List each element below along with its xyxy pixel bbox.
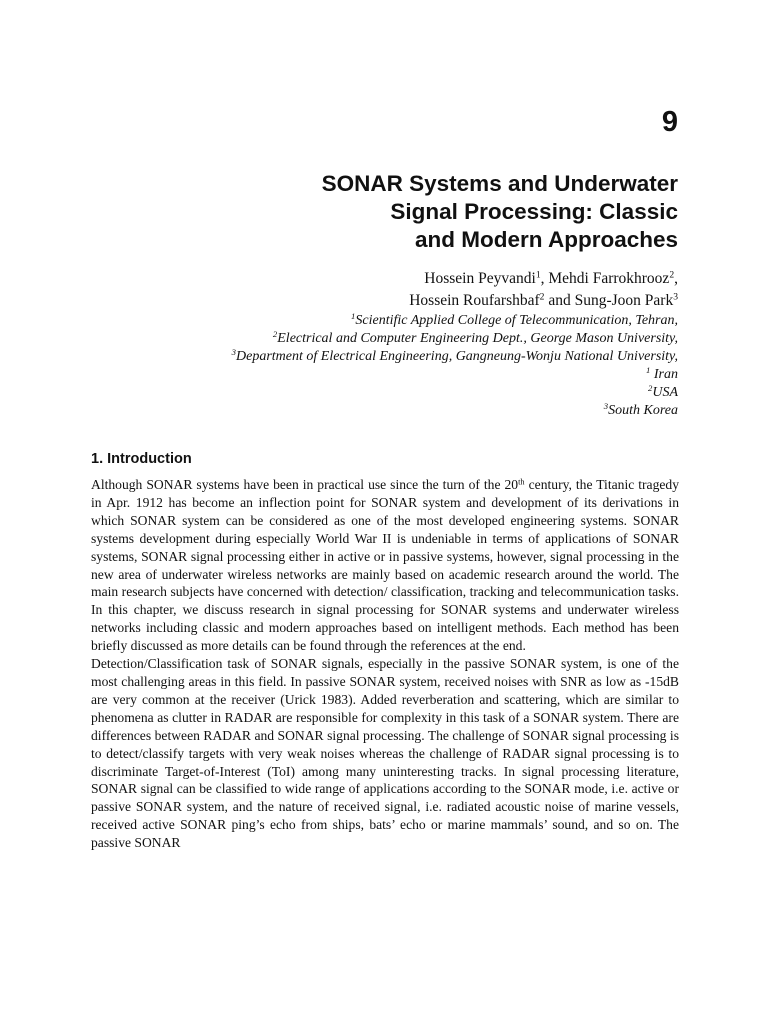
paragraph: Although SONAR systems have been in practical use since the turn of the 20th century, the Titanic tragedy in Apr. 1912 has become an inflection point for SONAR system and development of its derivations in which SONAR system can be considered as one of the most developed engineering systems. SONAR systems development during especially World War II is undeniable in terms of applications of SONAR systems, SONAR signal processing either in active or in passive systems, however, signal processing in the new area of underwater wireless networks are mainly based on academic research around the world. The main research subjects have concerned with detection/ classification, tracking and telecommunication tasks. In this chapter, we discuss research in signal processing for SONAR systems and underwater wireless networks including classic and modern approaches based on intelligent methods. Each method has been briefly discussed as more details can be found through the references at the end. — [91, 476, 680, 654]
superscript: 2 — [669, 269, 675, 281]
superscript: 2 — [647, 383, 653, 394]
superscript: 3 — [231, 347, 237, 358]
superscript: 1 — [351, 311, 356, 322]
superscript: th — [518, 476, 525, 487]
chapter-title-line: SONAR Systems and Underwater — [321, 171, 678, 196]
superscript: 2 — [272, 329, 278, 340]
author-line: Hossein Peyvandi$^1$, Mehdi Farrokhrooz$^2$, — [424, 269, 678, 287]
chapter-title-line: and Modern Approaches — [415, 227, 678, 252]
body-text — [91, 476, 679, 852]
section-heading: 1. Introduction — [91, 451, 192, 467]
affiliation-line: $^3$Department of Electrical Engineering, Gangneung-Wonju National University, — [231, 347, 678, 364]
author-list — [58, 268, 678, 312]
author-line: Hossein Roufarshbaf$^2$ and Sung-Joon Park$^3$ — [409, 291, 678, 309]
superscript: 3 — [673, 291, 678, 303]
superscript: 1 — [535, 269, 541, 281]
affiliation-line: $^1$Scientific Applied College of Telecommunication, Tehran, — [351, 311, 678, 328]
chapter-title — [118, 170, 678, 254]
superscript: 1 — [646, 365, 651, 376]
superscript: 2 — [539, 291, 545, 303]
affiliation-list — [18, 312, 678, 420]
superscript: 3 — [603, 401, 609, 412]
country-line: $^2$USA — [647, 383, 678, 400]
chapter-title-line: Signal Processing: Classic — [390, 199, 678, 224]
paragraph: Detection/Classification task of SONAR signals, especially in the passive SONAR system, is one of the most challenging areas in this field. In passive SONAR system, received noises with SNR as low as -15dB are very common at the receiver (Urick 1983). Added reverberation and scattering, which are similar to phenomena as clutter in RADAR are responsible for complexity in this task of a SONAR system. There are differences between RADAR and SONAR signal processing. The challenge of SONAR signal processing is to detect/classify targets with very weak noises whereas the challenge of RADAR signal processing is to discriminate Target-of-Interest (ToI) among many uninteresting tracks. In signal processing literature, SONAR signal can be classified to wide range of applications according to the SONAR mode, i.e. active or passive SONAR system, and the nature of received signal, i.e. radiated acoustic noise of marine vessels, received active SONAR ping’s echo from ships, bats’ echo or marine mammals’ sound, and so on. The passive SONAR — [91, 656, 679, 851]
affiliation-line: $^2$Electrical and Computer Engineering Dept., George Mason University, — [272, 329, 678, 346]
chapter-number: 9 — [661, 106, 678, 138]
country-line: $^1$ Iran — [646, 365, 678, 382]
country-line: $^3$South Korea — [603, 401, 678, 418]
